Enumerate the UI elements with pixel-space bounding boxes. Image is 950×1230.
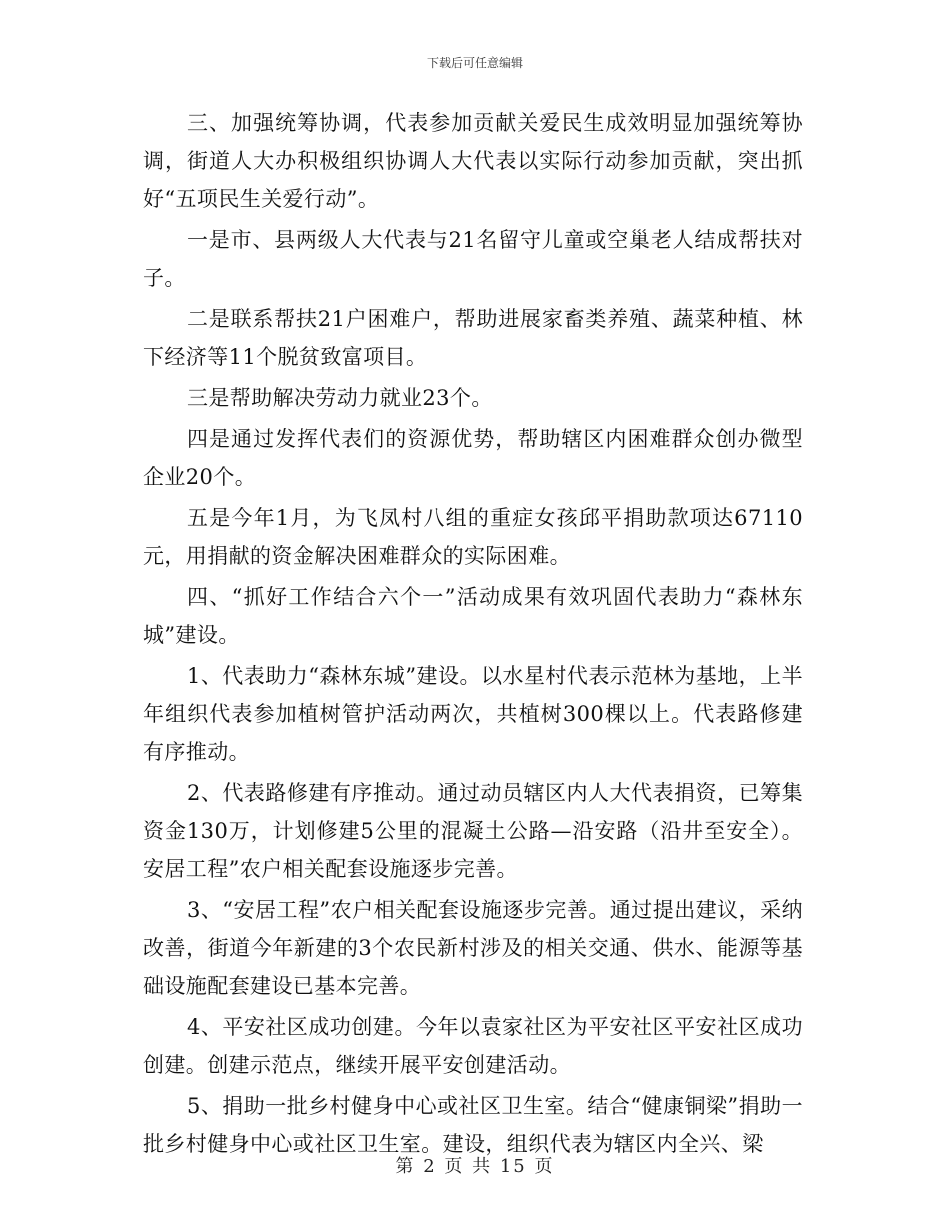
paragraph: 1、代表助力“森林东城”建设。以水星村代表示范林为基地，上半年组织代表参加植树管护活动两次，共植树300棵以上。代表路修建有序推动。: [143, 664, 803, 764]
paragraph: 3、“安居工程”农户相关配套设施逐步完善。通过提出建议，采纳改善，街道今年新建的3个农民新村涉及的相关交通、供水、能源等基础设施配套建设已基本完善。: [143, 898, 803, 998]
paragraph: 5、捐助一批乡村健身中心或社区卫生室。结合“健康铜梁”捐助一批乡村健身中心或社区卫生室。建设，组织代表为辖区内全兴、梁: [143, 1094, 803, 1156]
paragraph: 2、代表路修建有序推动。通过动员辖区内人大代表捐资，已筹集资金130万，计划修建5公里的混凝土公路—沿安路（沿井至安全）。安居工程”农户相关配套设施逐步完善。: [143, 781, 803, 881]
page-number: 第 2 页 共 15 页: [395, 1156, 555, 1177]
paragraph: 三是帮助解决劳动力就业23个。: [187, 386, 493, 410]
section-heading: 四、“抓好工作结合六个一”活动成果有效巩固代表助力“森林东城”建设。: [143, 585, 803, 647]
paragraph: 4、平安社区成功创建。今年以袁家社区为平安社区平安社区成功创建。创建示范点，继续开展平安创建活动。: [143, 1015, 803, 1077]
paragraph: 二是联系帮扶21户困难户，帮助进展家畜类养殖、蔬菜种植、林下经济等11个脱贫致富项目。: [143, 307, 803, 369]
document-body: [143, 104, 803, 1166]
paragraph: 五是今年1月，为飞凤村八组的重症女孩邱平捐助款项达67110元，用捐献的资金解决困难群众的实际困难。: [143, 506, 803, 568]
paragraph: 三、加强统筹协调，代表参加贡献关爱民生成效明显加强统筹协调，街道人大办积极组织协调人大代表以实际行动参加贡献，突出抓好“五项民生关爱行动”。: [143, 111, 803, 211]
paragraph: 一是市、县两级人大代表与21名留守儿童或空巢老人结成帮扶对子。: [143, 228, 803, 290]
paragraph: 四是通过发挥代表们的资源优势，帮助辖区内困难群众创办微型企业20个。: [143, 427, 803, 489]
page-header: 下载后可任意编辑: [426, 56, 523, 70]
